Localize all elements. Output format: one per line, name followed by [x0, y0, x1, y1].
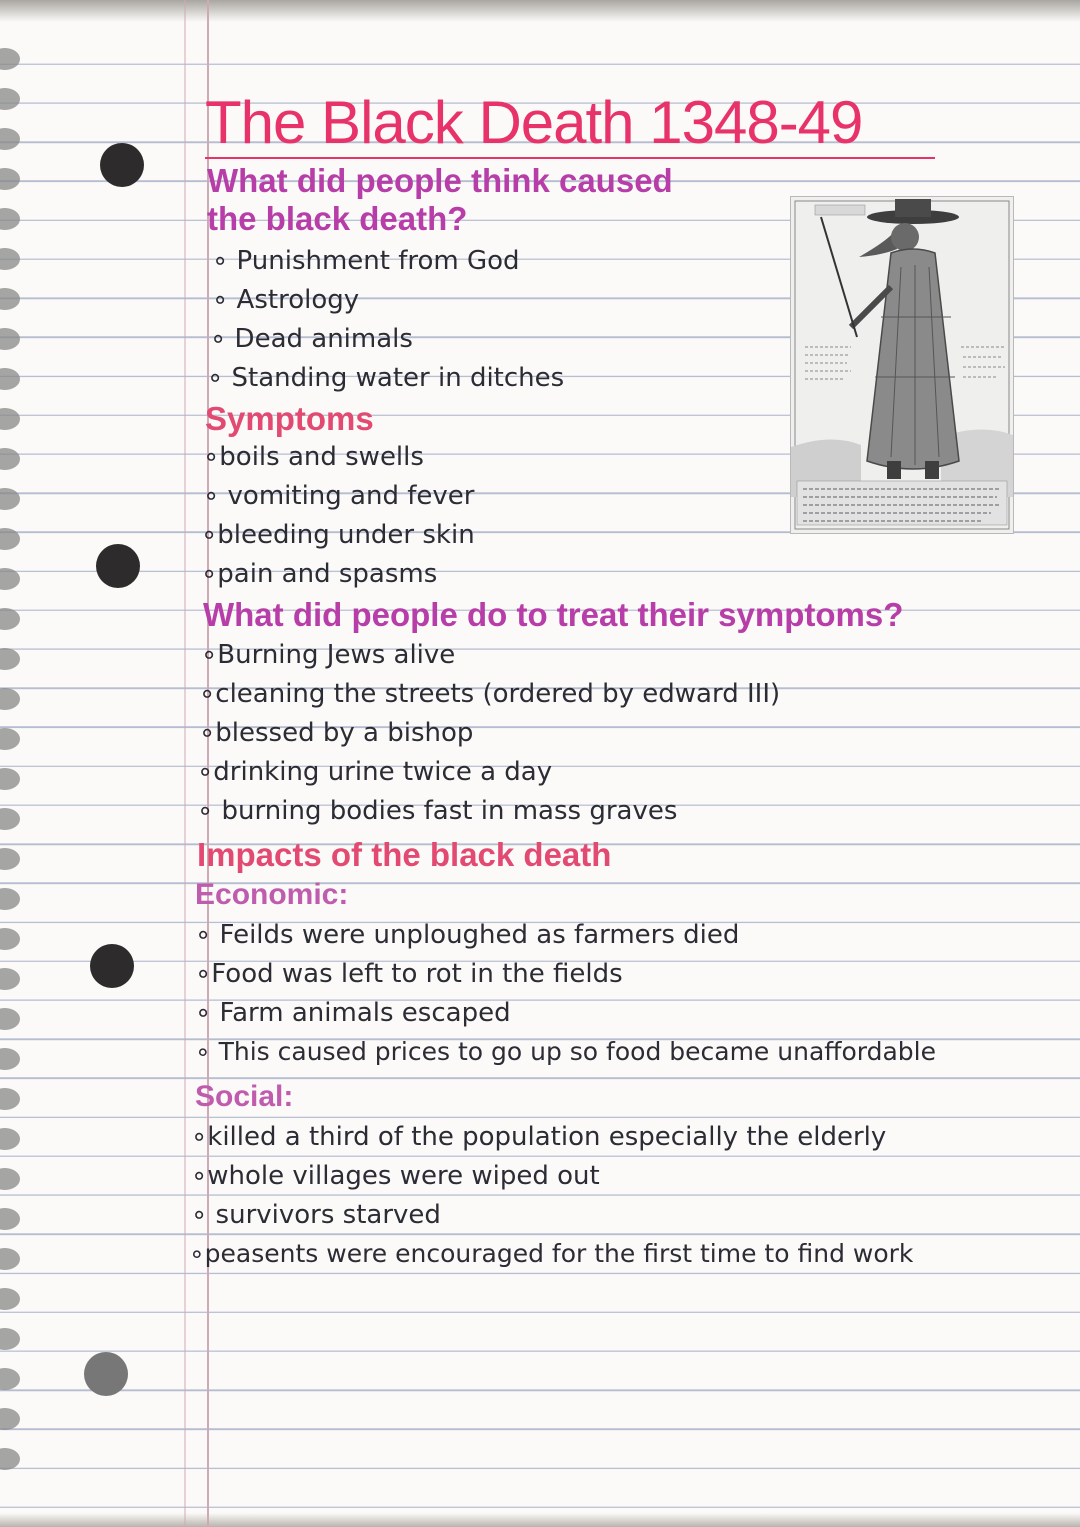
list-item: ∘drinking urine twice a day — [197, 757, 553, 787]
list-item: ∘ burning bodies fast in mass graves — [197, 796, 678, 826]
punch-hole — [84, 1352, 128, 1396]
spiral-perforation — [0, 1248, 20, 1270]
spiral-perforation — [0, 968, 20, 990]
list-item: ∘ Dead animals — [210, 324, 413, 354]
list-item: ∘killed a third of the population especially the elderly — [191, 1122, 887, 1152]
subheading-economic: Economic: — [195, 878, 349, 911]
list-item: ∘ This caused prices to go up so food became unaffordable — [195, 1037, 937, 1066]
plague-doctor-engraving-icon — [790, 196, 1014, 534]
list-item: ∘ Punishment from God — [212, 246, 520, 276]
question-treatments: What did people do to treat their symptoms? — [203, 596, 904, 633]
list-item: ∘pain and spasms — [201, 559, 438, 589]
list-item: ∘cleaning the streets (ordered by edward III) — [199, 679, 781, 709]
list-item: ∘ Standing water in ditches — [207, 363, 565, 393]
spiral-perforation — [0, 168, 20, 190]
spiral-perforation — [0, 408, 20, 430]
spiral-perforation — [0, 1168, 20, 1190]
spiral-perforation — [0, 1368, 20, 1390]
spiral-perforation — [0, 688, 20, 710]
spiral-perforation — [0, 608, 20, 630]
list-item: ∘Burning Jews alive — [201, 640, 456, 670]
spiral-perforation — [0, 768, 20, 790]
list-item: ∘ vomiting and fever — [203, 481, 475, 511]
question-causes-line1: What did people think caused — [207, 162, 673, 199]
list-item: ∘whole villages were wiped out — [191, 1161, 600, 1191]
spiral-perforation — [0, 128, 20, 150]
spiral-perforation — [0, 648, 20, 670]
punch-hole — [100, 143, 144, 187]
spiral-perforation — [0, 808, 20, 830]
margin-line-lower — [184, 0, 186, 1527]
page-top-shadow — [0, 0, 1080, 22]
spiral-perforation — [0, 48, 20, 70]
spiral-perforation — [0, 848, 20, 870]
list-item: ∘peasents were encouraged for the first time to find work — [189, 1239, 914, 1268]
list-item: ∘ survivors starved — [191, 1200, 441, 1230]
list-item: ∘ Astrology — [212, 285, 360, 315]
question-causes-line2: the black death? — [207, 200, 468, 237]
spiral-perforation — [0, 368, 20, 390]
spiral-perforation — [0, 1048, 20, 1070]
spiral-perforation — [0, 288, 20, 310]
page-bottom-shadow — [0, 1513, 1080, 1527]
spiral-perforation — [0, 328, 20, 350]
list-item: ∘Food was left to rot in the fields — [195, 959, 623, 989]
spiral-perforation — [0, 448, 20, 470]
spiral-perforation — [0, 1408, 20, 1430]
spiral-perforation — [0, 888, 20, 910]
spiral-perforation — [0, 1448, 20, 1470]
list-item: ∘bleeding under skin — [201, 520, 475, 550]
title-underline — [205, 157, 935, 159]
list-item: ∘ Farm animals escaped — [195, 998, 511, 1028]
section-heading-symptoms: Symptoms — [205, 400, 374, 437]
spiral-perforation — [0, 1328, 20, 1350]
spiral-perforation — [0, 928, 20, 950]
list-item: ∘boils and swells — [203, 442, 424, 472]
punch-hole — [96, 544, 140, 588]
page-title: The Black Death 1348-49 — [205, 89, 863, 156]
punch-hole — [90, 944, 134, 988]
list-item: ∘blessed by a bishop — [199, 718, 474, 748]
spiral-perforation — [0, 88, 20, 110]
spiral-perforation — [0, 568, 20, 590]
spiral-perforation — [0, 1128, 20, 1150]
list-item: ∘ Feilds were unploughed as farmers died — [195, 920, 740, 950]
spiral-perforation — [0, 1288, 20, 1310]
spiral-perforation — [0, 488, 20, 510]
subheading-social: Social: — [195, 1080, 294, 1113]
spiral-perforation — [0, 528, 20, 550]
spiral-perforation — [0, 1008, 20, 1030]
section-heading-impacts: Impacts of the black death — [197, 836, 612, 873]
spiral-perforation — [0, 1088, 20, 1110]
spiral-perforation — [0, 208, 20, 230]
spiral-perforation — [0, 728, 20, 750]
spiral-perforation — [0, 248, 20, 270]
spiral-perforation — [0, 1208, 20, 1230]
